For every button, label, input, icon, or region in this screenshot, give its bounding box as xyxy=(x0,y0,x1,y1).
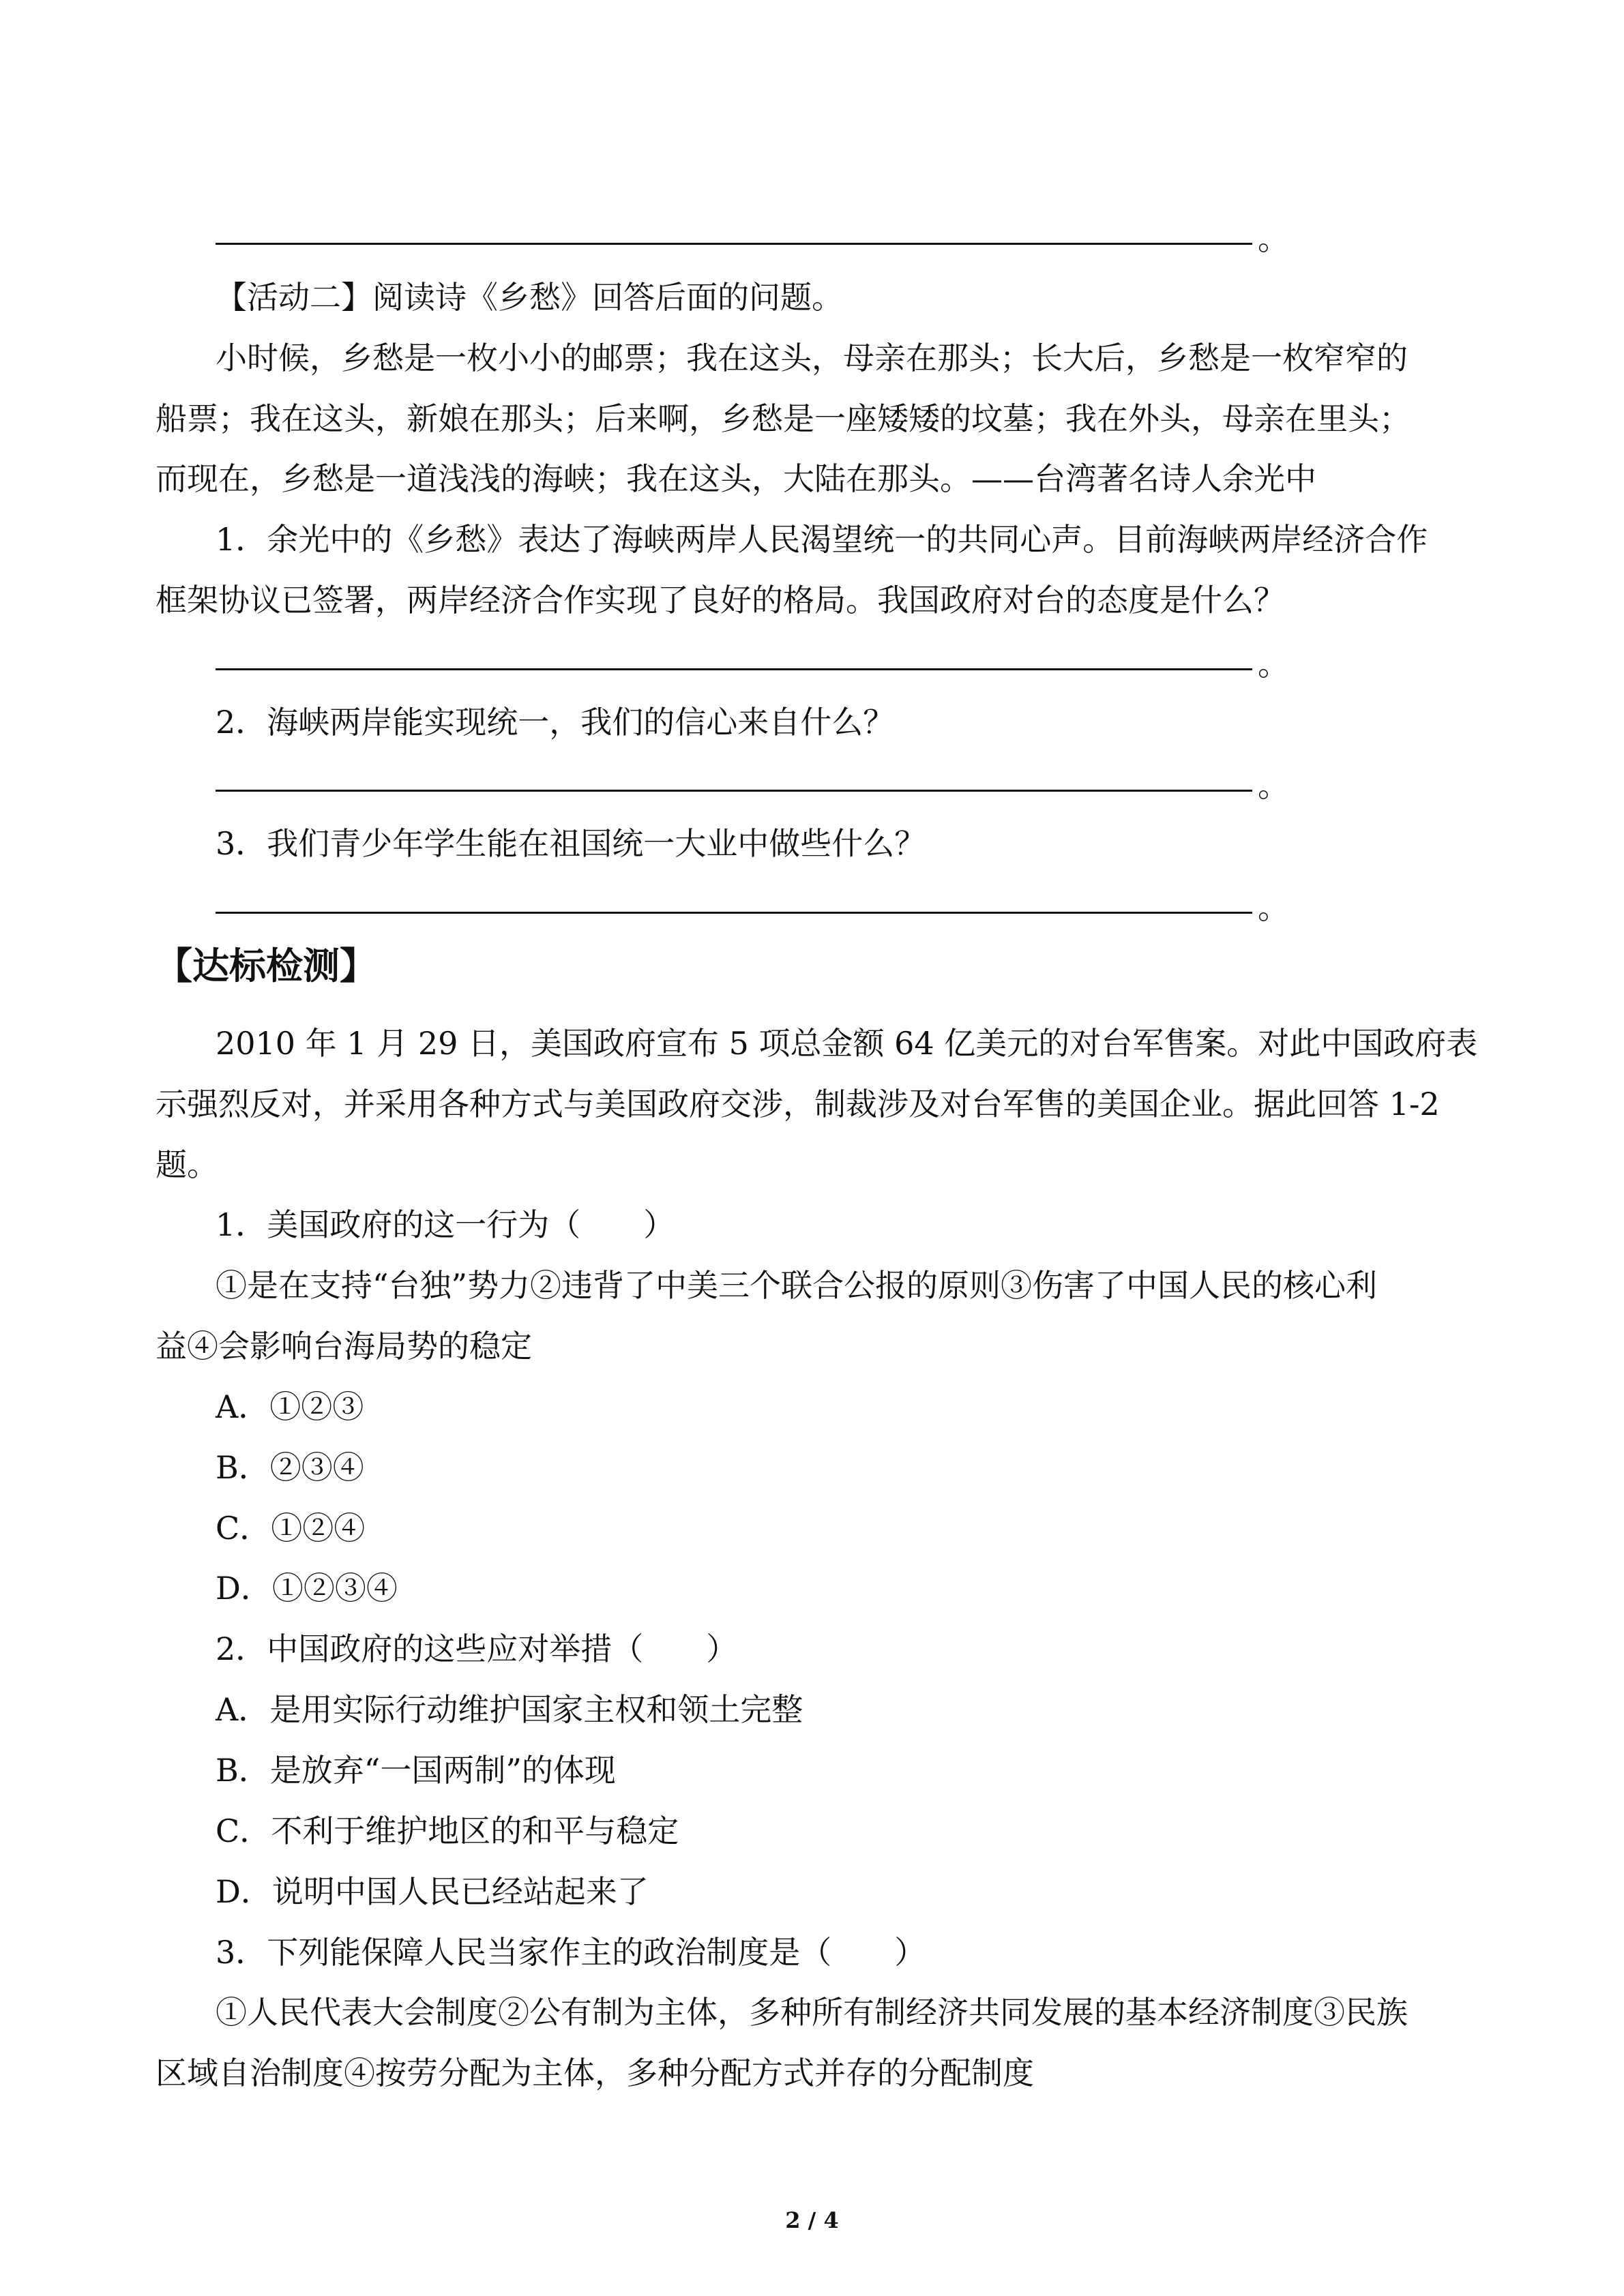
activity2-q1-line-2: 框架协议已签署，两岸经济合作实现了良好的格局。我国政府对台的态度是什么？ xyxy=(156,582,1285,618)
check-q1-option-b[interactable]: B．②③④ xyxy=(216,1449,364,1486)
period: 。 xyxy=(1258,220,1289,257)
check-q1-statements-1: ①是在支持“台独”势力②违背了中美三个联合公报的原则③伤害了中国人民的核心利 xyxy=(216,1267,1378,1304)
check-q2-option-c[interactable]: C．不利于维护地区的和平与稳定 xyxy=(216,1813,679,1849)
poem-line-3: 而现在，乡愁是一道浅浅的海峡；我在这头，大陆在那头。——台湾著名诗人余光中 xyxy=(156,460,1316,497)
check-q3-statements-1: ①人民代表大会制度②公有制为主体，多种所有制经济共同发展的基本经济制度③民族 xyxy=(216,1994,1408,2031)
activity2-heading: 【活动二】阅读诗《乡愁》回答后面的问题。 xyxy=(216,279,843,316)
period: 。 xyxy=(1258,646,1289,683)
check-q2-option-d[interactable]: D．说明中国人民已经站起来了 xyxy=(216,1873,649,1910)
activity2-q2: 2．海峡两岸能实现统一，我们的信心来自什么？ xyxy=(216,704,895,741)
page-number: 2 / 4 xyxy=(785,2207,839,2233)
check-q1-statements-2: 益④会影响台海局势的稳定 xyxy=(156,1328,532,1365)
period: 。 xyxy=(1258,767,1289,804)
check-q3-statements-2: 区域自治制度④按劳分配为主体，多种分配方式并存的分配制度 xyxy=(156,2055,1034,2091)
check-q2-stem: 2．中国政府的这些应对举措（ ） xyxy=(216,1630,738,1667)
check-q1-stem: 1．美国政府的这一行为（ ） xyxy=(216,1206,675,1243)
answer-line xyxy=(216,790,1252,792)
activity2-q1-line-1: 1．余光中的《乡愁》表达了海峡两岸人民渴望统一的共同心声。目前海峡两岸经济合作 xyxy=(216,521,1428,558)
check-q2-option-b[interactable]: B．是放弃“一国两制”的体现 xyxy=(216,1752,616,1789)
activity2-q3: 3．我们青少年学生能在祖国统一大业中做些什么？ xyxy=(216,825,926,862)
intro-line-3: 题。 xyxy=(156,1146,218,1183)
answer-line xyxy=(216,243,1252,245)
answer-line xyxy=(216,912,1252,914)
intro-line-2: 示强烈反对，并采用各种方式与美国政府交涉，制裁涉及对台军售的美国企业。据此回答 1-2 xyxy=(156,1086,1440,1122)
poem-line-2: 船票；我在这头，新娘在那头；后来啊，乡愁是一座矮矮的坟墓；我在外头，母亲在里头； xyxy=(156,400,1411,437)
check-q1-option-d[interactable]: D．①②③④ xyxy=(216,1570,398,1607)
check-q3-stem: 3．下列能保障人民当家作主的政治制度是（ ） xyxy=(216,1934,926,1971)
answer-line xyxy=(216,668,1252,670)
check-q1-option-a[interactable]: A．①②③ xyxy=(216,1388,364,1425)
check-q1-option-c[interactable]: C．①②④ xyxy=(216,1510,366,1547)
intro-line-1: 2010 年 1 月 29 日，美国政府宣布 5 项总金额 64 亿美元的对台军售案。对此中国政府表 xyxy=(216,1025,1478,1062)
section-title: 【达标检测】 xyxy=(156,944,377,987)
check-q2-option-a[interactable]: A．是用实际行动维护国家主权和领土完整 xyxy=(216,1691,803,1728)
period: 。 xyxy=(1258,889,1289,926)
poem-line-1: 小时候，乡愁是一枚小小的邮票；我在这头，母亲在那头；长大后，乡愁是一枚窄窄的 xyxy=(216,340,1408,376)
